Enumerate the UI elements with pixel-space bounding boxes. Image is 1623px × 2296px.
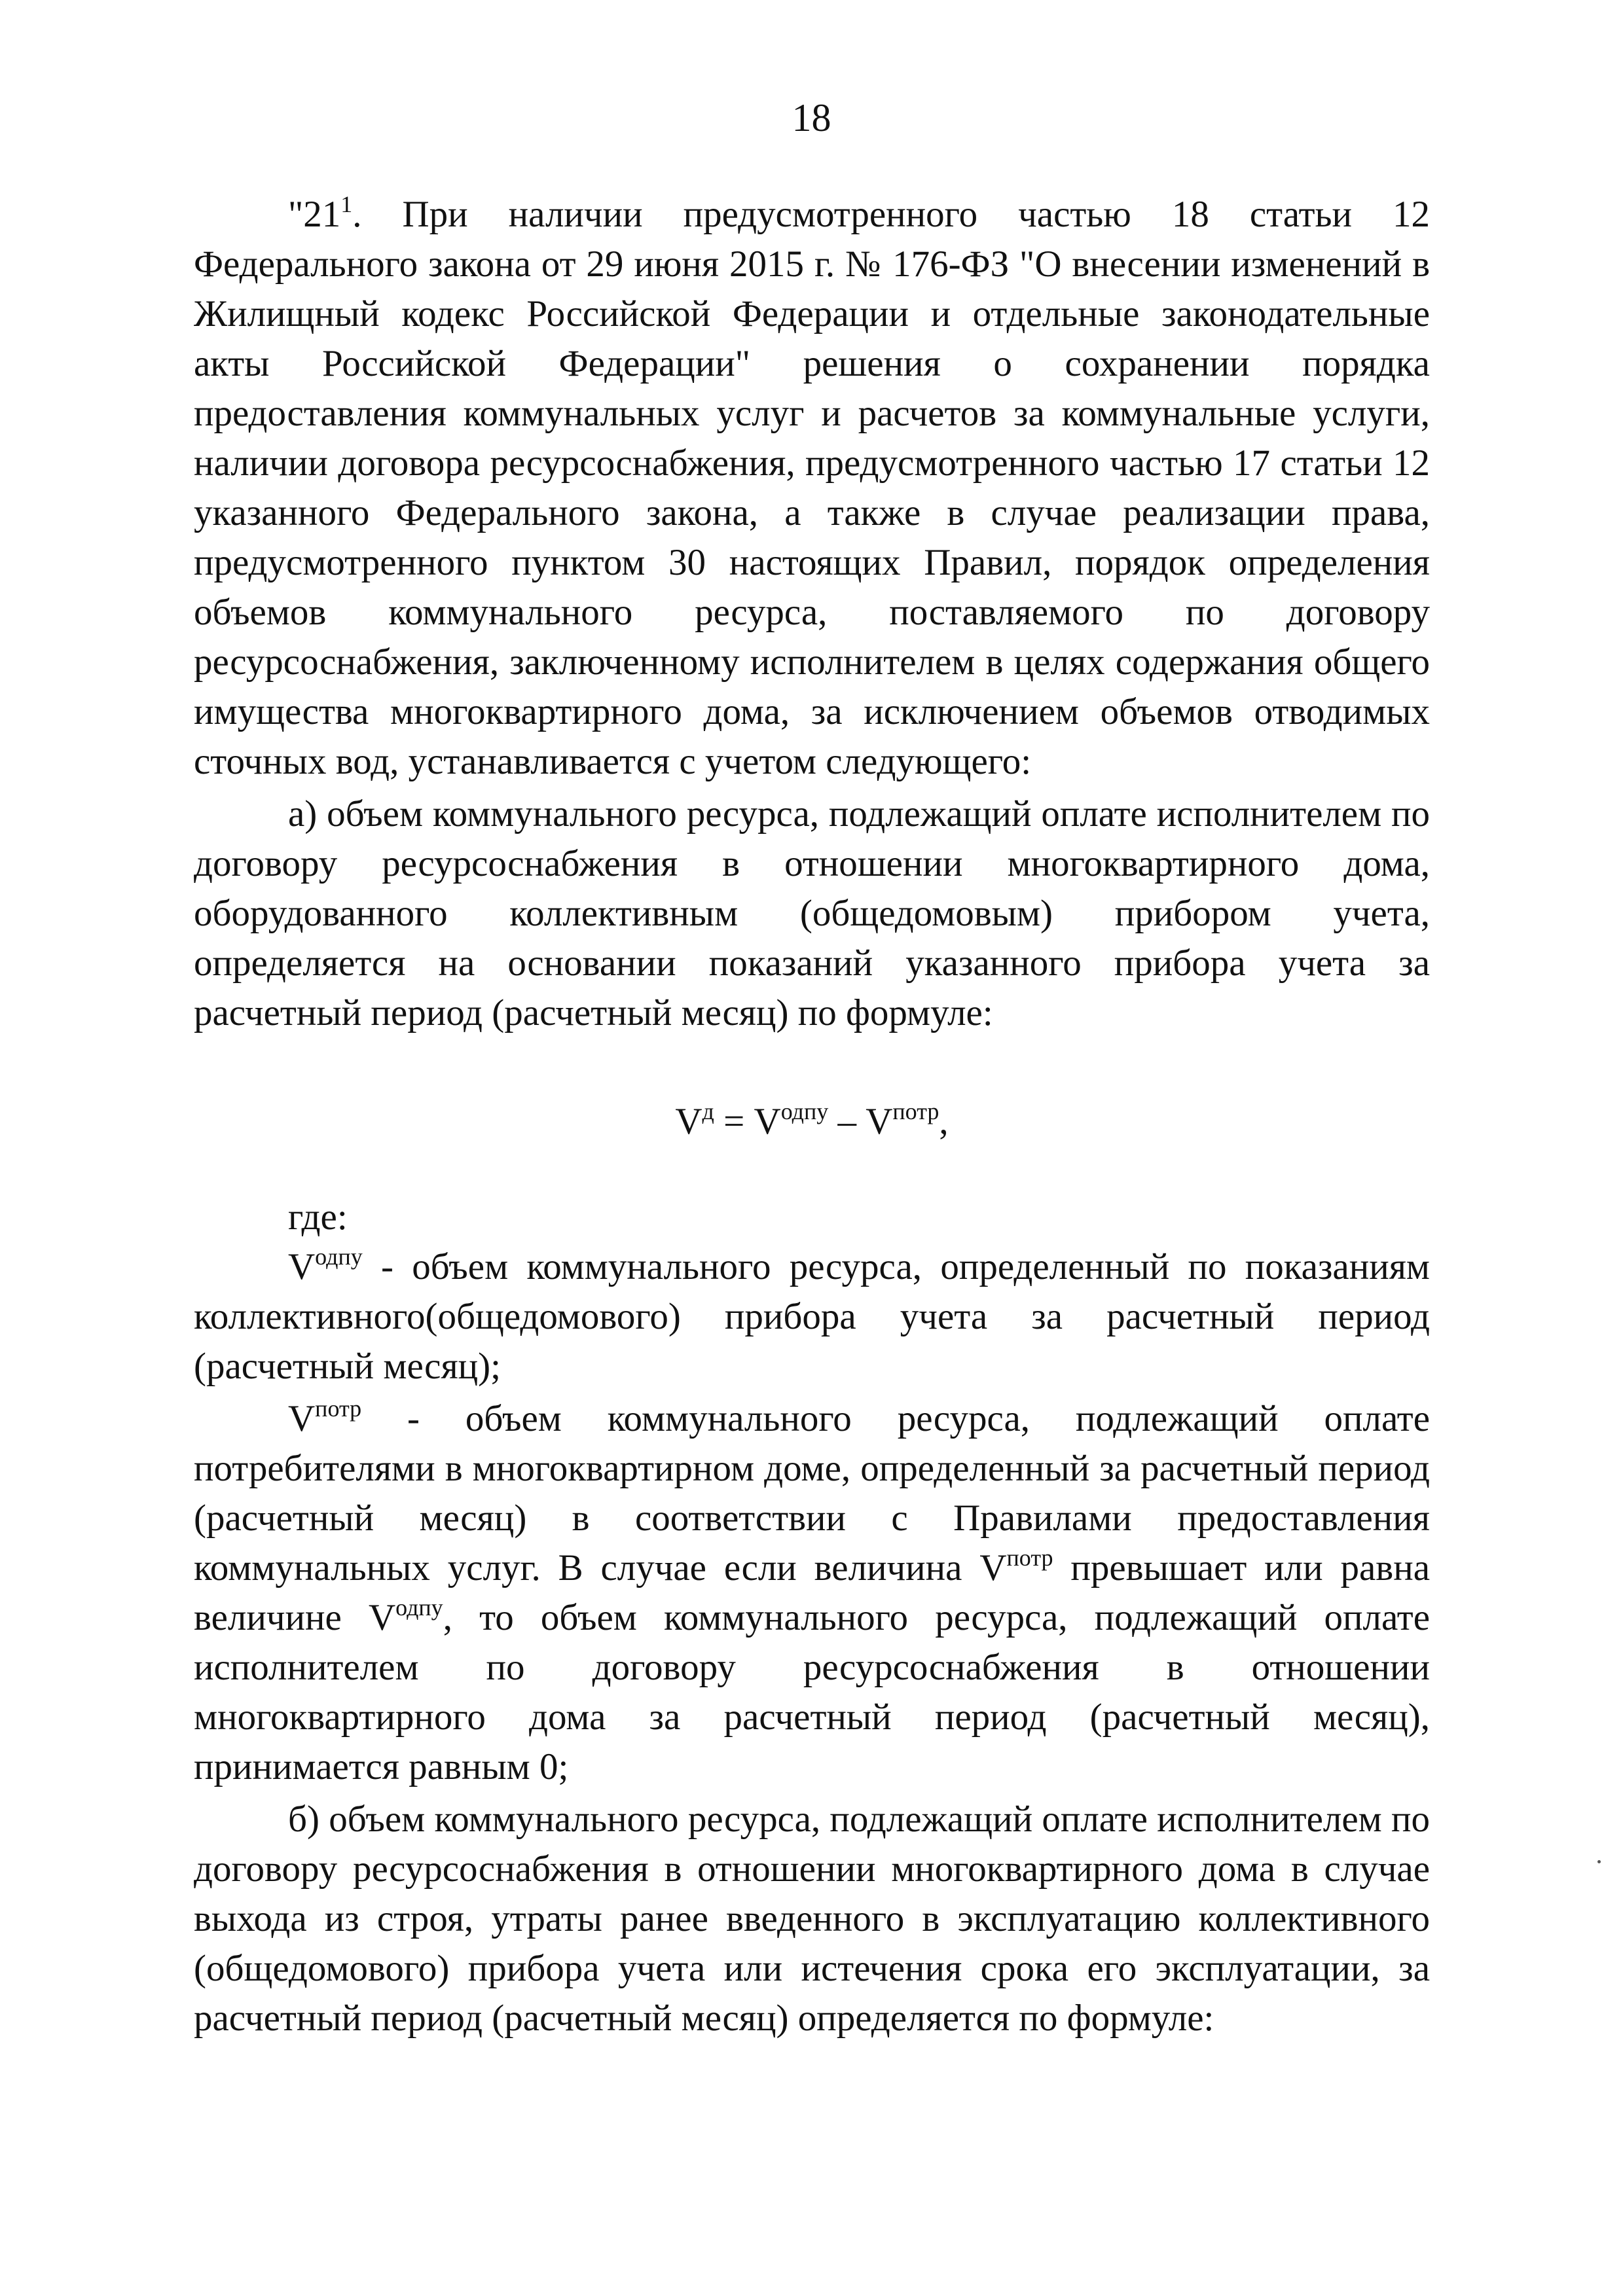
formula-v-odpu: V — [754, 1101, 781, 1142]
definition-v-potr-sup-3: одпу — [395, 1594, 443, 1621]
definition-v-odpu — [194, 1242, 1430, 1391]
definition-v-potr — [194, 1394, 1430, 1792]
paragraph-21-1-prefix: "21 — [288, 194, 341, 235]
definition-v-potr-text-2: превышает или равна величине — [194, 1547, 1430, 1638]
definition-v-potr-text-3: , то объем коммунального ресурса, подлежащий оплате исполнителем по договору ресурсоснабжения в отношении многоквартирного дома за расчетный период (расчетный месяц), принимается равным 0; — [194, 1597, 1430, 1787]
formula-vd — [194, 1038, 1430, 1193]
definition-v-potr-text-1: - объем коммунального ресурса, подлежащий оплате потребителями в многоквартирном доме, определенный за расчетный период (расчетный месяц) в соответствии с Правилами предоставления коммунальных услуг. В случае если величина — [194, 1398, 1430, 1588]
definition-v-potr-sup: потр — [315, 1395, 362, 1422]
definition-v-potr-symbol-2: V — [979, 1547, 1007, 1588]
formula-tail: , — [939, 1101, 949, 1142]
paragraph-21-1 — [194, 190, 1430, 787]
definition-v-potr-symbol-3: V — [368, 1597, 396, 1638]
formula-sup-d: д — [702, 1098, 714, 1124]
where-label: где: — [288, 1196, 348, 1238]
definition-v-odpu-sup: одпу — [315, 1244, 363, 1270]
formula-equals: = — [714, 1101, 754, 1142]
formula-sup-potr: потр — [892, 1098, 939, 1124]
page-number: 18 — [792, 96, 831, 139]
definition-v-odpu-text: - объем коммунального ресурса, определенный по показаниям коллективного(общедомового) прибора учета за расчетный период (расчетный месяц); — [194, 1246, 1430, 1387]
definition-v-odpu-symbol: V — [288, 1246, 316, 1287]
scan-dot — [1597, 1860, 1601, 1863]
paragraph-b: б) объем коммунального ресурса, подлежащий оплате исполнителем по договору ресурсоснабжения в отношении многоквартирного дома в случае выхода из строя, утраты ранее введенного в эксплуатацию коллективного (общедомового) прибора учета или истечения срока его эксплуатации, за расчетный период (расчетный месяц) определяется по формуле: — [194, 1799, 1430, 2039]
formula-v-potr: V — [866, 1101, 893, 1142]
paragraph-a: а) объем коммунального ресурса, подлежащий оплате исполнителем по договору ресурсоснабжения в отношении многоквартирного дома, оборудованного коллективным (общедомовым) прибором учета, определяется на основании показаний указанного прибора учета за расчетный период (расчетный месяц) по формуле: — [194, 793, 1430, 1033]
document-body — [194, 190, 1430, 2043]
formula-minus: – — [828, 1101, 866, 1142]
definition-v-potr-symbol: V — [288, 1398, 316, 1439]
paragraph-21-1-text: . При наличии предусмотренного частью 18 статьи 12 Федерального закона от 29 июня 2015 г. № 176-ФЗ "О внесении изменений в Жилищный кодекс Российской Федерации и отдельные законодательные акты Российской Федерации" решения о сохранении порядка предоставления коммунальных услуг и расчетов за коммунальные услуги, наличии договора ресурсоснабжения, предусмотренного частью 17 статьи 12 указанного Федерального закона, а также в случае реализации права, предусмотренного пунктом 30 настоящих Правил, порядок определения объемов коммунального ресурса, поставляемого по договору ресурсоснабжения, заключенному исполнителем в целях содержания общего имущества многоквартирного дома, за исключением объемов отводимых сточных вод, устанавливается с учетом следующего: — [194, 194, 1430, 782]
formula-sup-odpu: одпу — [780, 1098, 829, 1124]
formula-v-d: V — [675, 1101, 702, 1142]
paragraph-21-1-superscript: 1 — [340, 191, 353, 217]
definition-v-potr-sup-2: потр — [1006, 1545, 1053, 1571]
